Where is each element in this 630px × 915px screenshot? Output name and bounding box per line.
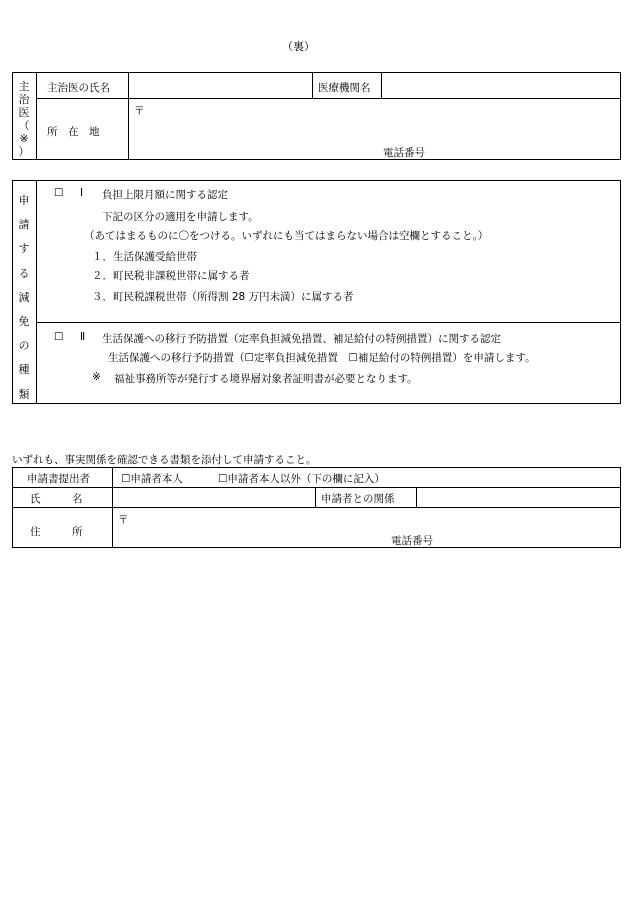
- physician-address-label: 所 在 地: [47, 126, 100, 138]
- physician-side-label: 主 治 医 （ ※ ）: [18, 80, 30, 158]
- submission-address-label: 住 所: [30, 526, 83, 538]
- institution-field[interactable]: [383, 74, 618, 96]
- postal-mark: 〒: [134, 105, 145, 117]
- submission-name-label: 氏 名: [30, 493, 83, 505]
- submission-name-field[interactable]: [114, 489, 313, 505]
- page-label: （裏）: [282, 40, 315, 53]
- submitter-option-other[interactable]: ☐申請者本人以外（下の欄に記入）: [218, 473, 385, 485]
- section1-line2: （あてはまるものに〇をつける。いずれにも当てはまらない場合は空欄とすること。）: [84, 230, 489, 242]
- reduction-side-label: 申 請 す る 減 免 の 種 類: [18, 194, 30, 401]
- section2-numeral: Ⅱ: [80, 331, 86, 343]
- submission-postal-mark: 〒: [118, 514, 129, 526]
- section2-line1[interactable]: 生活保護への移行予防措置（☐定率負担減免措置 ☐補足給付の特例措置）を申請します。: [108, 352, 536, 364]
- section1-item[interactable]: ２．町民税非課税世帯に属する者: [92, 270, 250, 282]
- physician-phone-label: 電話番号: [383, 147, 425, 159]
- submitter-label: 申請書提出者: [27, 473, 90, 485]
- section2-note-mark: ※: [92, 371, 101, 383]
- section1-title: 負担上限月額に関する認定: [102, 189, 228, 201]
- relation-field[interactable]: [418, 489, 618, 505]
- physician-name-field[interactable]: [130, 74, 310, 96]
- submission-address-field[interactable]: [114, 509, 618, 546]
- section2-note: 福祉事務所等が発行する境界層対象者証明書が必要となります。: [114, 373, 418, 385]
- section1-item[interactable]: １．生活保護受給世帯: [92, 251, 197, 263]
- section2-checkbox[interactable]: ☐: [54, 331, 64, 343]
- physician-name-label: 主治医の氏名: [47, 82, 110, 94]
- section1-numeral: Ⅰ: [80, 187, 84, 199]
- submission-phone-label: 電話番号: [391, 535, 433, 547]
- section2-title: 生活保護への移行予防措置（定率負担減免措置、補足給付の特例措置）に関する認定: [102, 333, 501, 345]
- submitter-option-self[interactable]: ☐申請者本人: [121, 473, 183, 485]
- institution-label: 医療機関名: [318, 82, 371, 94]
- instruction-text: いずれも、事実関係を確認できる書類を添付して申請すること。: [12, 454, 317, 466]
- section1-item[interactable]: ３．町民税課税世帯（所得割 28 万円未満）に属する者: [92, 291, 354, 303]
- section1-checkbox[interactable]: ☐: [54, 187, 64, 199]
- physician-address-field[interactable]: [130, 100, 618, 158]
- section1-line1: 下記の区分の適用を申請します。: [102, 211, 259, 223]
- relation-label: 申請者との関係: [321, 493, 395, 505]
